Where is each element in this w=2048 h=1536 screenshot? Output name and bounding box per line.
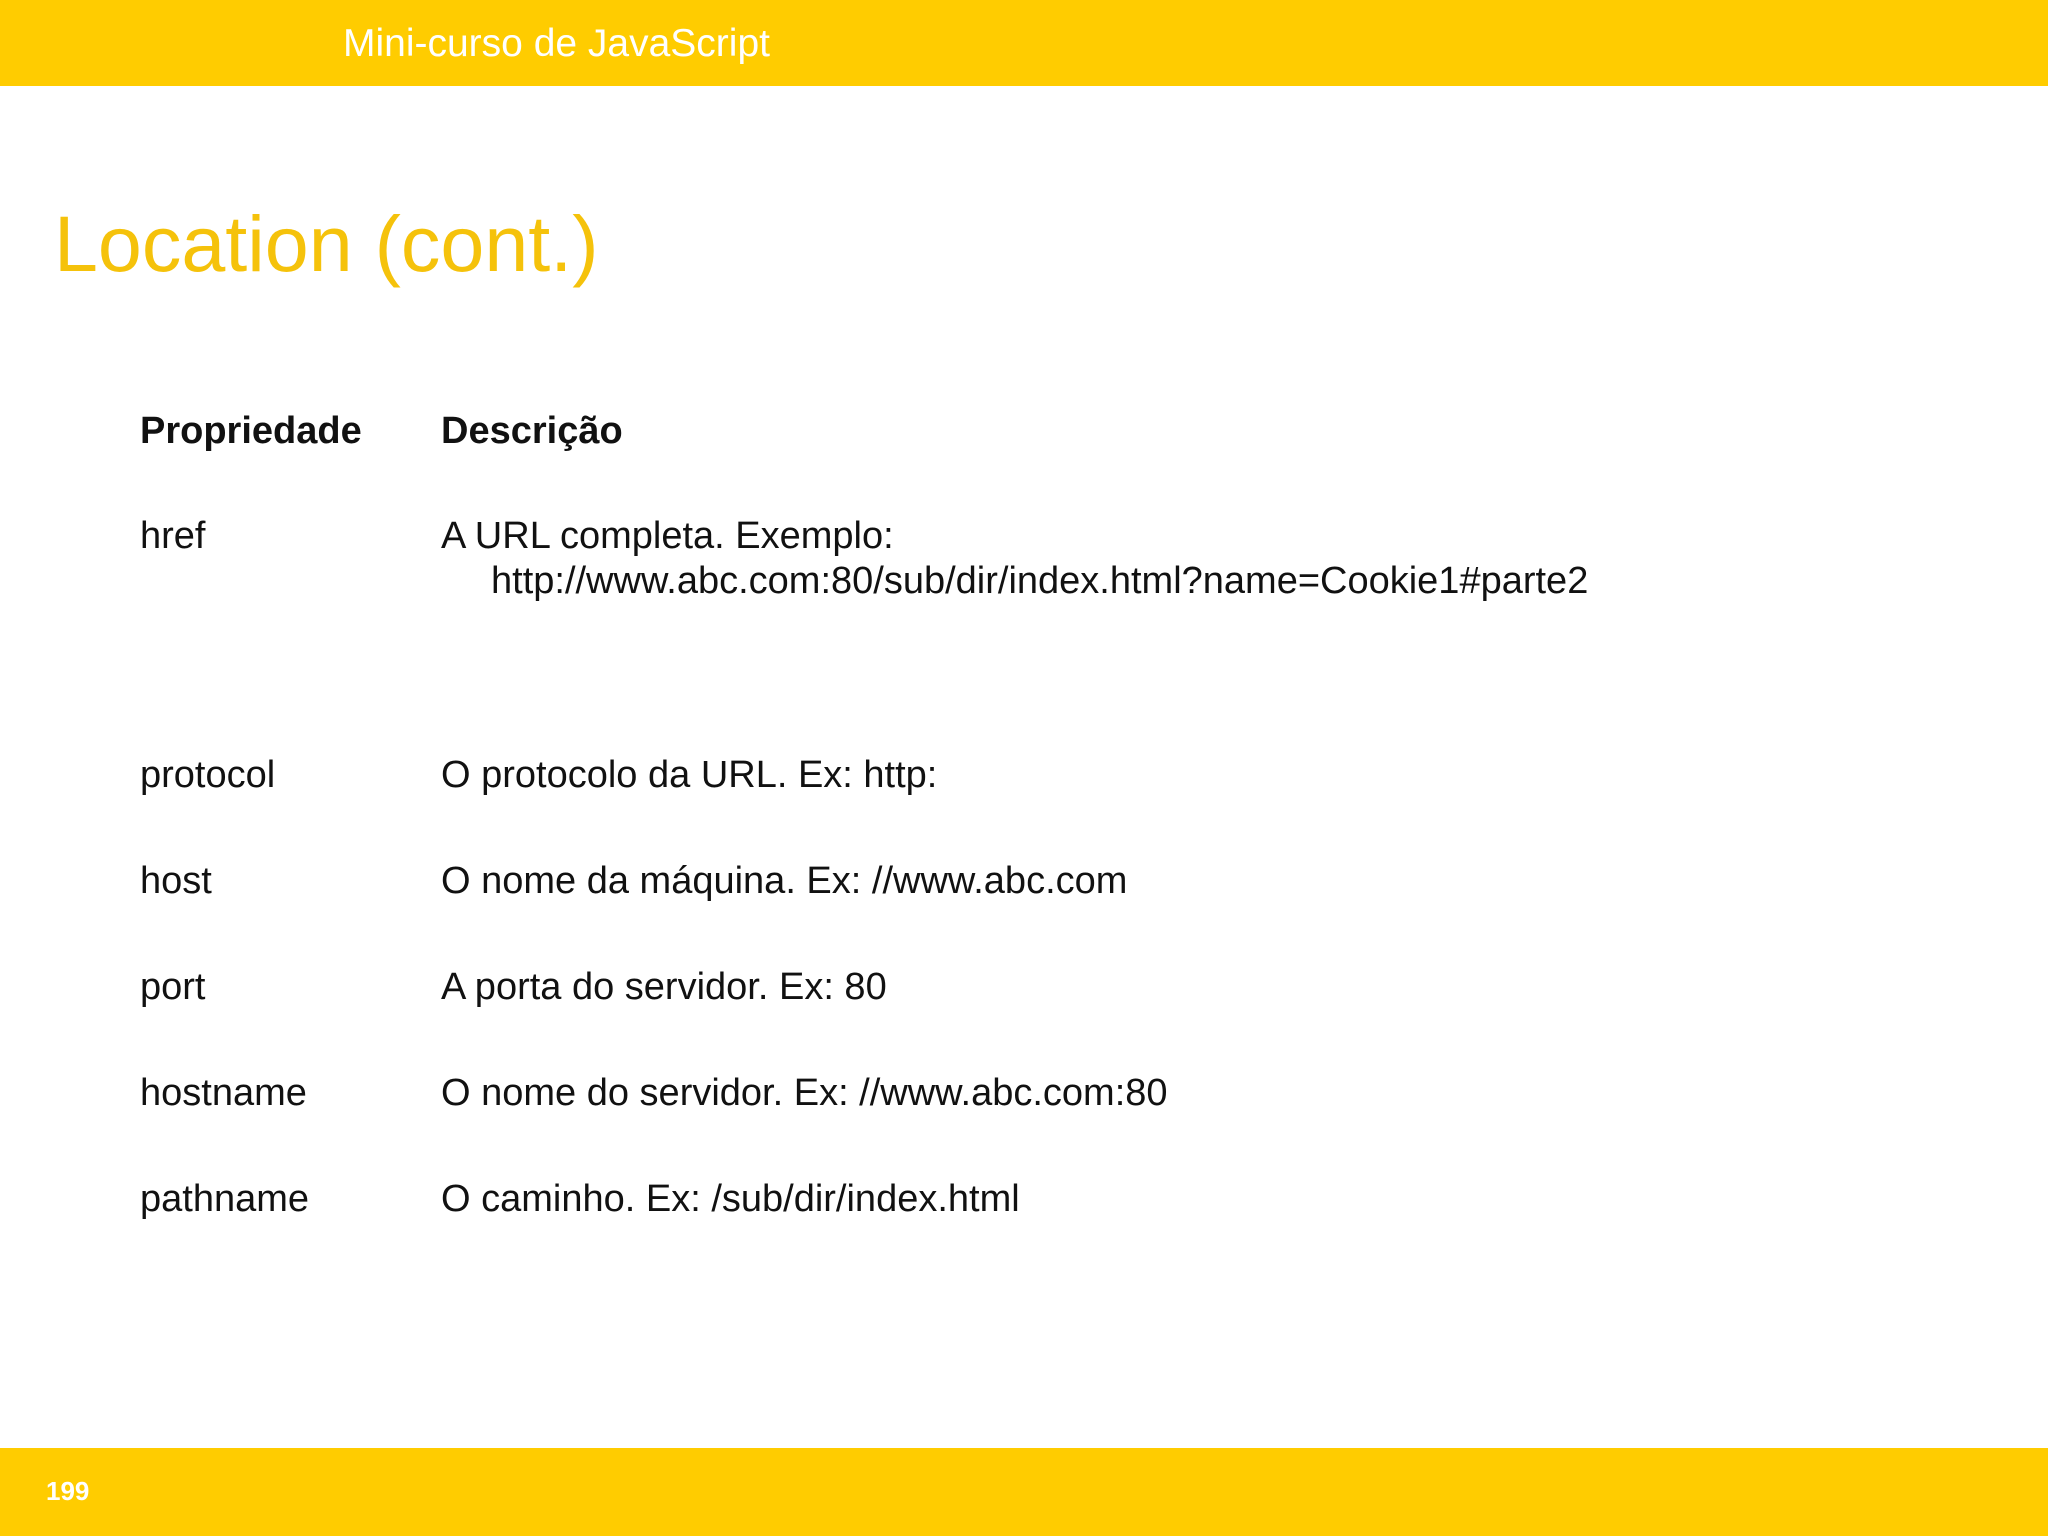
column-header-description: Descrição <box>441 410 623 452</box>
description-hostname: O nome do servidor. Ex: //www.abc.com:80 <box>441 1072 1168 1114</box>
description-pathname: O caminho. Ex: /sub/dir/index.html <box>441 1178 1020 1220</box>
properties-table <box>140 0 2000 1536</box>
column-header-property: Propriedade <box>140 410 362 452</box>
description-href: A URL completa. Exemplo: <box>441 515 894 557</box>
description-href-example: http://www.abc.com:80/sub/dir/index.html?name=Cookie1#parte2 <box>491 560 1589 602</box>
course-title: Mini-curso de JavaScript <box>343 22 770 65</box>
slide-title: Location (cont.) <box>54 199 599 288</box>
property-pathname: pathname <box>140 1178 310 1220</box>
footer-bar <box>0 1448 2048 1536</box>
property-host: host <box>140 860 212 902</box>
description-host: O nome da máquina. Ex: //www.abc.com <box>441 860 1128 902</box>
property-protocol: protocol <box>140 754 276 796</box>
property-hostname: hostname <box>140 1072 307 1114</box>
property-port: port <box>140 966 206 1008</box>
page-number: 199 <box>46 1476 90 1506</box>
description-protocol: O protocolo da URL. Ex: http: <box>441 754 938 796</box>
description-port: A porta do servidor. Ex: 80 <box>441 966 887 1008</box>
property-href: href <box>140 515 206 557</box>
